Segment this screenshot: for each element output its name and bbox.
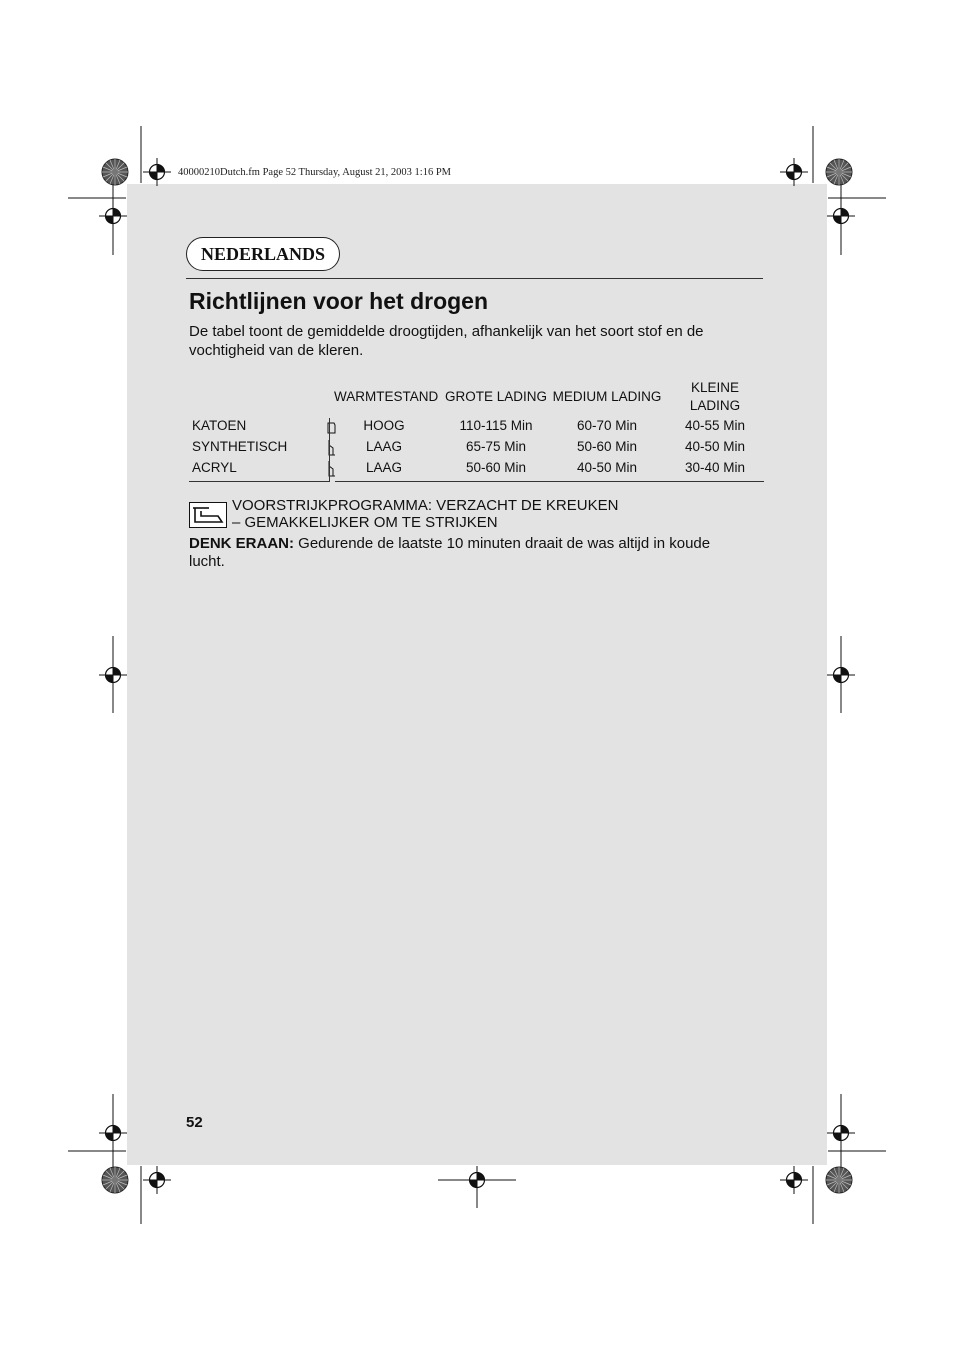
note-label: DENK ERAAN:: [189, 535, 294, 552]
cell-large: 65-75 Min: [465, 439, 527, 454]
cell-medium: 60-70 Min: [576, 418, 638, 433]
page-title: Richtlijnen voor het drogen: [189, 288, 489, 314]
cell-medium: 50-60 Min: [576, 439, 638, 454]
intro-paragraph: [189, 322, 759, 360]
language-tab: NEDERLANDS: [186, 237, 340, 271]
note-text: Gedurende de laatste 10 minuten draait de was altijd in koude: [294, 535, 711, 552]
cell-small: 40-50 Min: [684, 439, 746, 454]
table-column-divider: [329, 418, 330, 482]
cell-medium: 40-50 Min: [576, 460, 638, 475]
cell-large: 110-115 Min: [459, 418, 533, 433]
row-fabric-katoen: KATOEN: [192, 418, 247, 433]
table-rule-left: [189, 481, 329, 482]
table-rule-right: [335, 481, 764, 482]
drying-table: [189, 378, 764, 482]
cell-large: 50-60 Min: [465, 460, 527, 475]
row-fabric-synthetisch: SYNTHETISCH: [192, 439, 288, 454]
note-text: lucht.: [189, 553, 225, 570]
cell-heat: HOOG: [363, 418, 405, 433]
cell-heat: LAAG: [365, 439, 403, 454]
row-fabric-acryl: ACRYL: [192, 460, 237, 475]
header-medium-lading: MEDIUM LADING: [552, 389, 662, 404]
header-kleine-lading: KLEINE LADING: [689, 380, 741, 413]
intro-line: vochtigheid van de kleren.: [189, 342, 364, 359]
iron-program-text: VOORSTRIJKPROGRAMMA: VERZACHT DE KREUKEN – GEMAKKELIJKER OM TE STRIJKEN: [232, 497, 619, 531]
cell-heat: LAAG: [365, 460, 403, 475]
iron-icon: [189, 502, 227, 528]
header-warmtestand: WARMTESTAND: [334, 389, 439, 404]
header-grote-lading: GROTE LADING: [444, 389, 547, 404]
cell-small: 30-40 Min: [684, 460, 746, 475]
print-header: 40000210Dutch.fm Page 52 Thursday, August 21, 2003 1:16 PM: [178, 167, 451, 178]
note-paragraph: [189, 535, 759, 571]
intro-line: De tabel toont de gemiddelde droogtijden, afhankelijk van het soort stof en de: [189, 323, 704, 340]
header-rule: [186, 278, 763, 279]
page-number: 52: [186, 1114, 203, 1131]
cell-small: 40-55 Min: [684, 418, 746, 433]
